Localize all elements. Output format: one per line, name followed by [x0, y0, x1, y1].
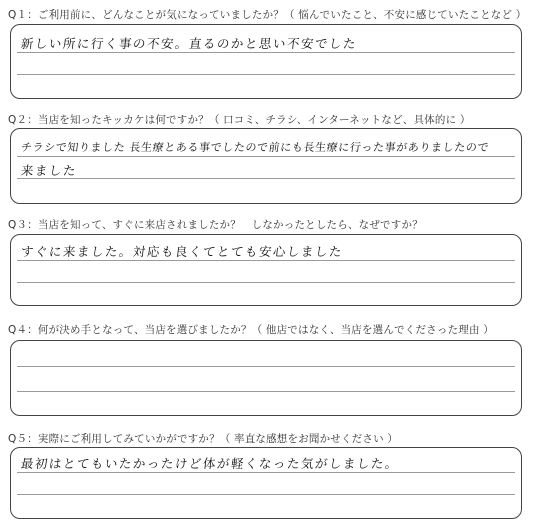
ruled-line: [17, 178, 515, 179]
question-4-label: Q４：何が決め手となって、当店を選びましたか？（ 他店ではなく、当店を選んでくださった理由 ）: [8, 324, 494, 336]
question-1-label: Q１：ご利用前に、どんなことが気になっていましたか？（ 悩んでいたこと、不安に感じていたことなど ）: [8, 9, 527, 21]
answer-box-5: [10, 447, 522, 519]
answer-box-4: [10, 340, 522, 416]
answer-box-2: [10, 128, 522, 204]
answer-3-line-1: すぐに来ました。対応も良くてとても安心しました: [20, 244, 344, 259]
question-5-label: Q５：実際にご利用してみていかがですか？（ 率直な感想をお聞かせください ）: [8, 433, 399, 445]
ruled-line: [17, 391, 515, 392]
answer-1-line-1: 新しい所に行く事の不安。直るのかと思い不安でした: [20, 36, 358, 51]
answer-box-1: [10, 24, 522, 99]
ruled-line: [17, 366, 515, 367]
ruled-line: [17, 282, 515, 283]
ruled-line: [17, 494, 515, 495]
question-2-label: Q２：当店を知ったキッカケは何ですか？（ 口コミ、チラシ、インターネットなど、具体的に ）: [8, 114, 471, 126]
ruled-line: [17, 472, 515, 473]
ruled-line: [17, 52, 515, 53]
ruled-line: [17, 74, 515, 75]
answer-5-line-1: 最初はとてもいたかったけど体が軽くなった気がしました。: [20, 456, 400, 471]
answer-box-3: [10, 234, 522, 306]
answer-2-line-1: チラシで知りました 長生療とある事でしたので前にも長生療に行った事がありましたので: [20, 141, 490, 154]
ruled-line: [17, 260, 515, 261]
ruled-line: [17, 156, 515, 157]
answer-2-line-2: 来ました: [20, 163, 78, 178]
question-3-label: Q３：当店を知って、すぐに来店されましたか？ しなかったとしたら、なぜですか？: [8, 219, 423, 231]
